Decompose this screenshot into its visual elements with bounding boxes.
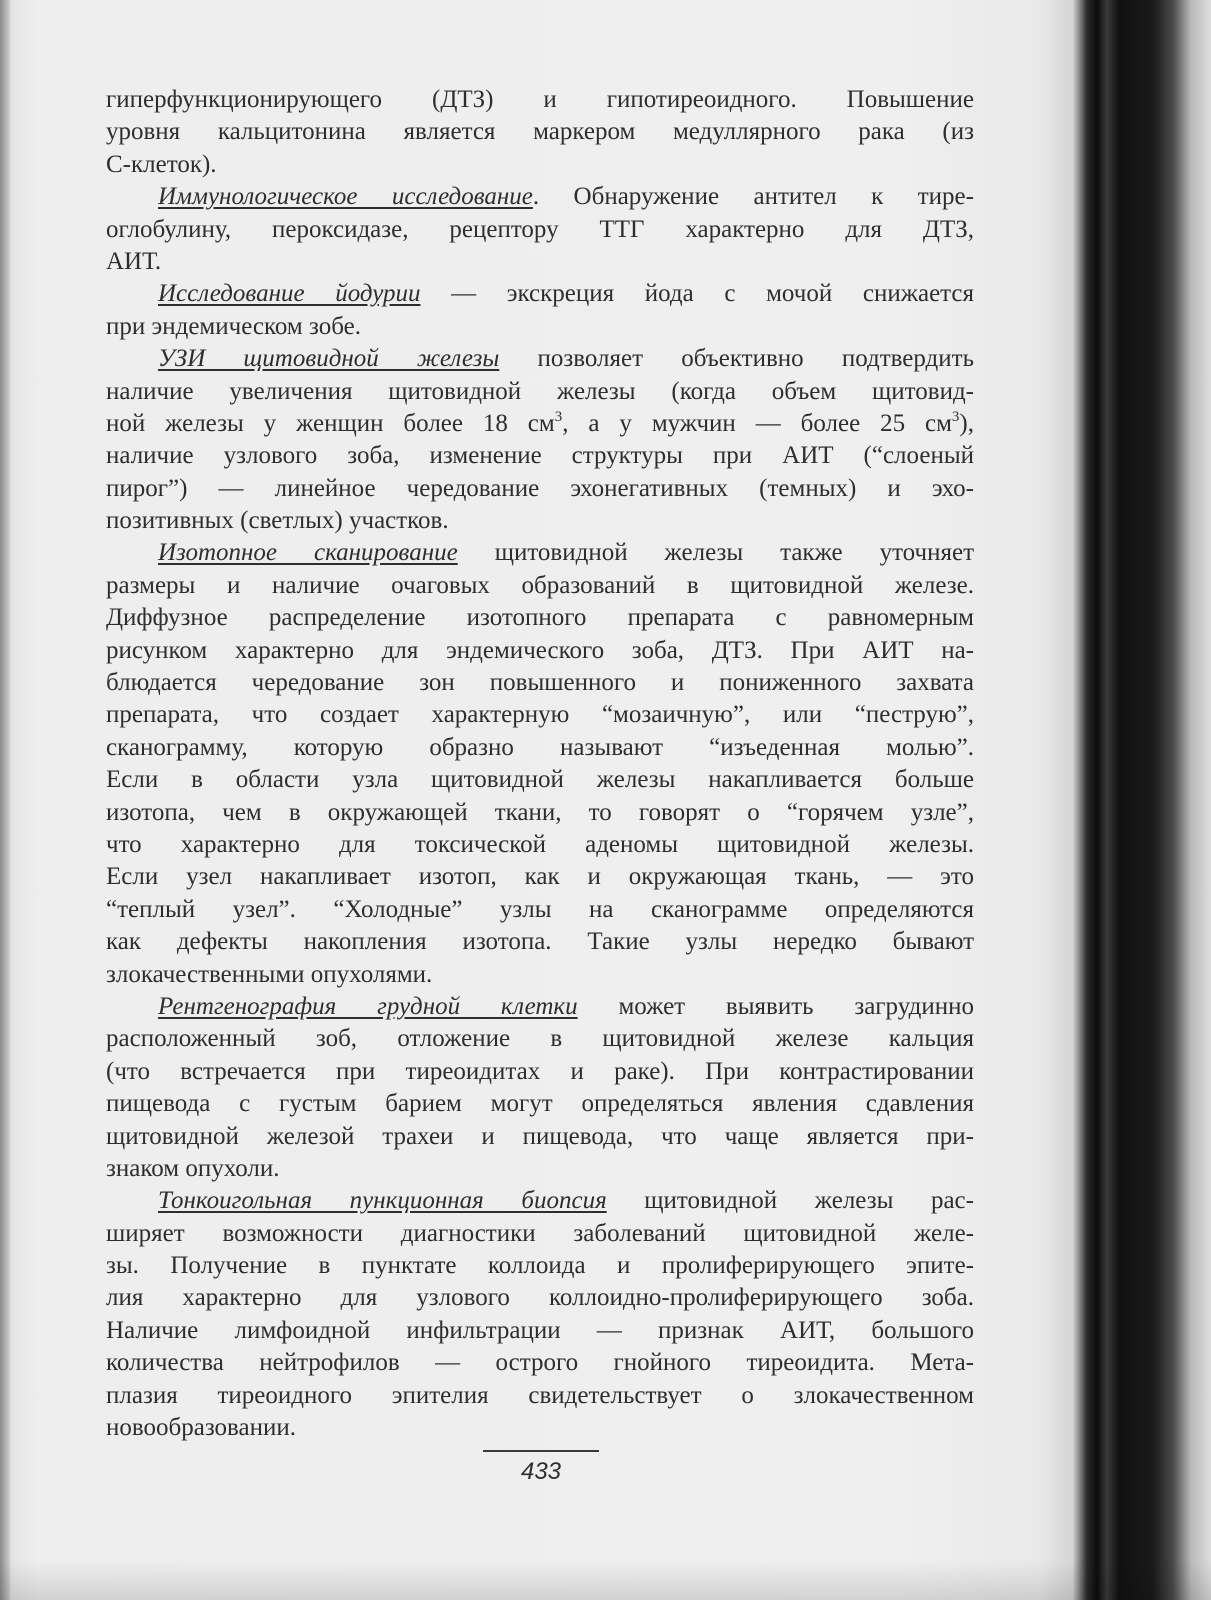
line-text: изотопа, чем в окружающей ткани, то говорят о “горячем узле”, [106, 798, 974, 826]
text-line [106, 408, 974, 440]
line-text: (что встречается при тиреоидитах и раке). При контрастировании [106, 1057, 974, 1085]
page-bottom-shadow [0, 1560, 1211, 1600]
text-line [106, 181, 974, 213]
text-line [106, 959, 974, 991]
line-text: ной железы у женщин более 18 см [106, 409, 555, 437]
line-text: наличие узлового зоба, изменение структуры при АИТ (“слоеный [106, 442, 974, 470]
line-text: пищевода с густым барием могут определяться явления сдавления [106, 1090, 974, 1118]
section-term: Исследование йодурии [158, 280, 421, 308]
page-number: 433 [520, 1458, 562, 1485]
text-line [106, 1023, 974, 1055]
line-text: наличие увеличения щитовидной железы (когда объем щитовид- [106, 377, 974, 405]
text-line [106, 149, 974, 181]
text-line [106, 1088, 974, 1120]
text-line [106, 732, 974, 764]
line-text: щитовидной железы рас- [606, 1187, 974, 1215]
line-text: ), [959, 409, 974, 437]
text-line [106, 764, 974, 796]
text-line [106, 343, 974, 375]
text-line [106, 635, 974, 667]
text-line [106, 1412, 974, 1444]
body-text [106, 84, 974, 1444]
line-text: знаком опухоли. [106, 1154, 280, 1182]
line-text: пирог”) — линейное чередование эхонегативных (темных) и эхо- [106, 474, 974, 502]
page-footer [482, 1450, 600, 1486]
line-text: плазия тиреоидного эпителия свидетельствует о злокачественном [106, 1381, 974, 1409]
text-line [106, 1282, 974, 1314]
section-term: Тонкоигольная пункционная биопсия [158, 1187, 607, 1215]
text-line [106, 1056, 974, 1088]
line-text: С-клеток). [106, 150, 217, 178]
text-line [106, 278, 974, 310]
text-line [106, 440, 974, 472]
text-line [106, 376, 974, 408]
text-line [106, 214, 974, 246]
text-line [106, 926, 974, 958]
text-line [106, 473, 974, 505]
line-text: ширяет возможности диагностики заболеваний щитовидной желе- [106, 1219, 974, 1247]
line-text: уровня кальцитонина является маркером медуллярного рака (из [106, 118, 974, 146]
line-text: размеры и наличие очаговых образований в щитовидной железе. [106, 571, 974, 599]
text-line [106, 797, 974, 829]
text-line [106, 1121, 974, 1153]
line-text: как дефекты накопления изотопа. Такие узлы нередко бывают [106, 928, 974, 956]
text-line [106, 246, 974, 278]
line-text: рисунком характерно для эндемического зоба, ДТЗ. При АИТ на- [106, 636, 974, 664]
line-text: может выявить загрудинно [577, 992, 975, 1020]
line-text: щитовидной железой трахеи и пищевода, что чаще является при- [106, 1122, 974, 1150]
line-text: оглобулину, пероксидазе, рецептору ТТГ характерно для ДТЗ, [106, 215, 974, 243]
superscript: 3 [554, 408, 563, 425]
text-line [106, 894, 974, 926]
text-line [106, 537, 974, 569]
text-line [106, 1218, 974, 1250]
text-line [106, 861, 974, 893]
section-term: Иммунологическое исследование [158, 183, 533, 211]
line-text: при эндемическом зобе. [106, 312, 361, 340]
text-line [106, 1250, 974, 1282]
text-line [106, 116, 974, 148]
line-text: Если узел накапливает изотоп, как и окружающая ткань, — это [106, 863, 974, 891]
text-line [106, 1185, 974, 1217]
line-text: расположенный зоб, отложение в щитовидной железе кальция [106, 1025, 974, 1053]
section-term: Изотопное сканирование [158, 539, 458, 567]
book-spine-shadow [1073, 0, 1211, 1600]
text-line [106, 1380, 974, 1412]
line-text: гиперфункционирующего (ДТЗ) и гипотиреоидного. Повышение [106, 86, 974, 113]
line-text: позволяет объективно подтвердить [499, 345, 974, 373]
line-text: “теплый узел”. “Холодные” узлы на сканограмме определяются [106, 895, 974, 923]
line-text: препарата, что создает характерную “мозаичную”, или “пеструю”, [106, 701, 974, 729]
line-text: сканограмму, которую образно называют “изъеденная молью”. [106, 733, 974, 761]
line-text: Если в области узла щитовидной железы накапливается больше [106, 766, 974, 794]
text-line [106, 311, 974, 343]
line-text: — экскреция йода с мочой снижается [420, 280, 974, 308]
line-text: что характерно для токсической аденомы щитовидной железы. [106, 830, 974, 858]
superscript: 3 [951, 408, 960, 425]
line-text: Наличие лимфоидной инфильтрации — признак АИТ, большого [106, 1316, 974, 1344]
text-line [106, 505, 974, 537]
text-line [106, 1153, 974, 1185]
section-term: Рентгенография грудной клетки [158, 992, 578, 1020]
section-term: УЗИ щитовидной железы [158, 345, 500, 373]
text-line [106, 1347, 974, 1379]
line-text: щитовидной железы также уточняет [457, 539, 974, 567]
text-line [106, 1315, 974, 1347]
text-line [106, 991, 974, 1023]
line-text: . Обнаружение антител к тире- [532, 183, 974, 211]
line-text: новообразовании. [106, 1414, 297, 1442]
line-text: зы. Получение в пунктате коллоида и пролиферирующего эпите- [106, 1252, 974, 1280]
line-text: блюдается чередование зон повышенного и пониженного захвата [106, 669, 974, 697]
text-line [106, 699, 974, 731]
text-line [106, 602, 974, 634]
footer-rule [483, 1450, 599, 1452]
line-text: лия характерно для узлового коллоидно-пролиферирующего зоба. [106, 1284, 974, 1312]
line-text: АИТ. [106, 247, 162, 275]
line-text: Диффузное распределение изотопного препарата с равномерным [106, 604, 974, 632]
line-text: , а у мужчин — более 25 см [562, 409, 952, 437]
text-line [106, 829, 974, 861]
text-line [106, 667, 974, 699]
text-line [106, 84, 974, 116]
line-text: злокачественными опухолями. [106, 960, 433, 988]
line-text: позитивных (светлых) участков. [106, 507, 449, 535]
text-line [106, 570, 974, 602]
page-left-edge-shadow [0, 0, 10, 1600]
line-text: количества нейтрофилов — острого гнойного тиреоидита. Мета- [106, 1349, 974, 1377]
